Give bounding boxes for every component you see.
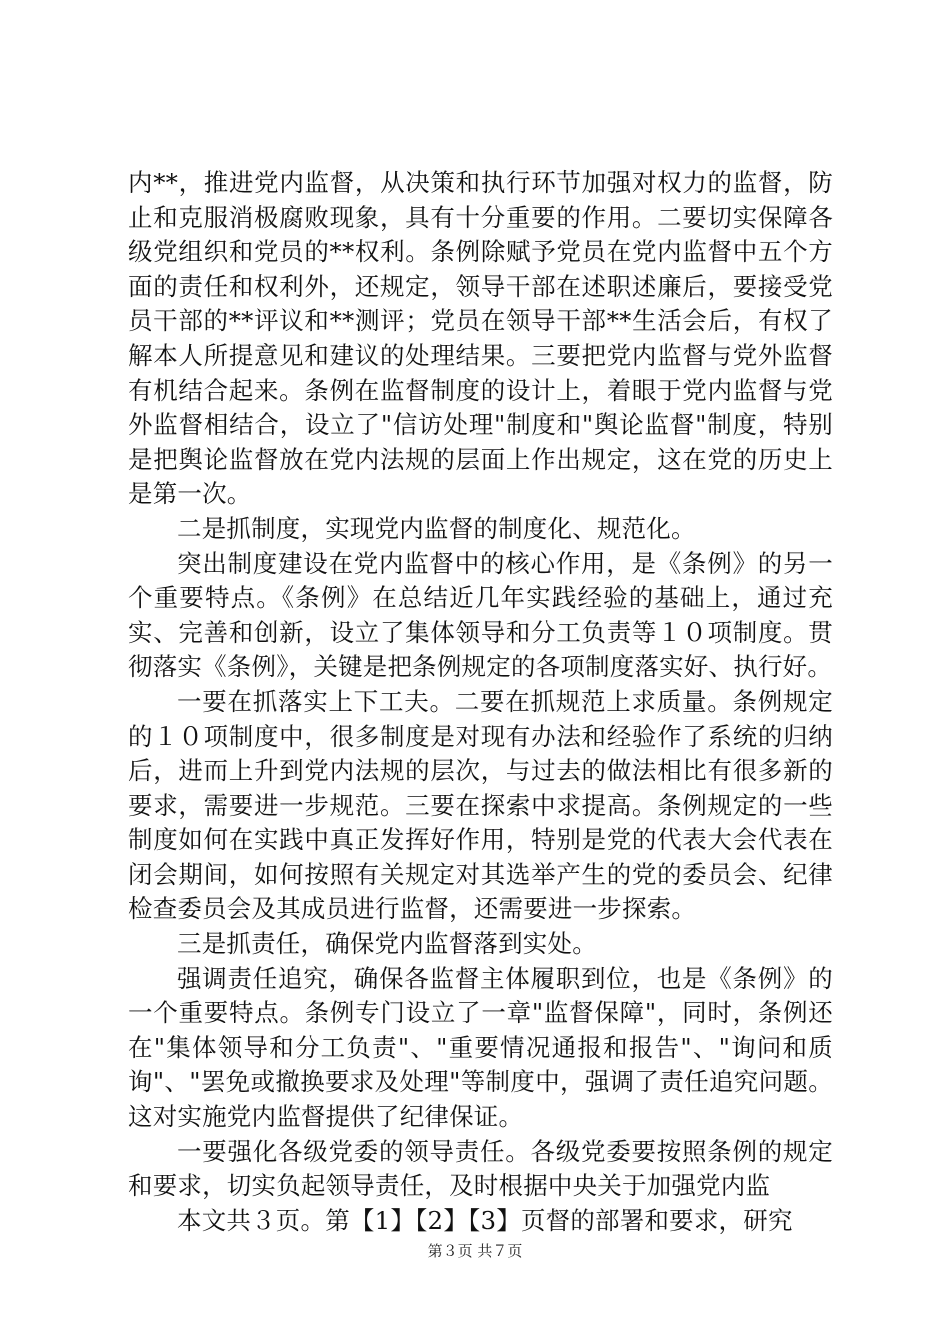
page-navigation-line: 本文共３页。第【1】【2】【3】页督的部署和要求，研究 xyxy=(177,1205,793,1235)
paragraph: 一要强化各级党委的领导责任。各级党委要按照条例的规定和要求，切实负起领导责任，及时根据中央关于加强党内监 xyxy=(128,1136,833,1201)
paragraph-continuation: 内**，推进党内监督，从决策和执行环节加强对权力的监督，防止和克服消极腐败现象，具有十分重要的作用。二要切实保障各级党组织和党员的**权利。条例除赋予党员在党内监督中五个方面的责任和权利外，还规定，领导干部在述职述廉后，要接受党员干部的**评议和**测评；党员在领导干部**生活会后，有权了解本人所提意见和建议的处理结果。三要把党内监督与党外监督有机结合起来。条例在监督制度的设计上，着眼于党内监督与党外监督相结合，设立了"信访处理"制度和"舆论监督"制度，特别是把舆论监督放在党内法规的层面上作出规定，这在党的历史上是第一次。 xyxy=(128,168,833,509)
section-heading-3: 三是抓责任，确保党内监督落到实处。 xyxy=(177,929,597,959)
body-text xyxy=(128,166,833,1238)
section-heading-2: 二是抓制度，实现党内监督的制度化、规范化。 xyxy=(177,513,696,543)
paragraph: 强调责任追究，确保各监督主体履职到位，也是《条例》的一个重要特点。条例专门设立了一章"监督保障"，同时，条例还在"集体领导和分工负责"、"重要情况通报和报告"、"询问和质询"、"罢免或撤换要求及处理"等制度中，强调了责任追究问题。这对实施党内监督提供了纪律保证。 xyxy=(128,963,833,1132)
paragraph: 突出制度建设在党内监督中的核心作用，是《条例》的另一个重要特点。《条例》在总结近几年实践经验的基础上，通过充实、完善和创新，设立了集体领导和分工负责等１０项制度。贯彻落实《条例》，关键是把条例规定的各项制度落实好、执行好。 xyxy=(128,548,833,682)
page-number-footer: 第３页 共７页 xyxy=(427,1242,523,1260)
paragraph: 一要在抓落实上下工夫。二要在抓规范上求质量。条例规定的１０项制度中，很多制度是对现有办法和经验作了系统的归纳后，进而上升到党内法规的层次，与过去的做法相比有很多新的要求，需要进一步规范。三要在探索中求提高。条例规定的一些制度如何在实践中真正发挥好作用，特别是党的代表大会代表在闭会期间，如何按照有关规定对其选举产生的党的委员会、纪律检查委员会及其成员进行监督，还需要进一步探索。 xyxy=(128,686,833,924)
